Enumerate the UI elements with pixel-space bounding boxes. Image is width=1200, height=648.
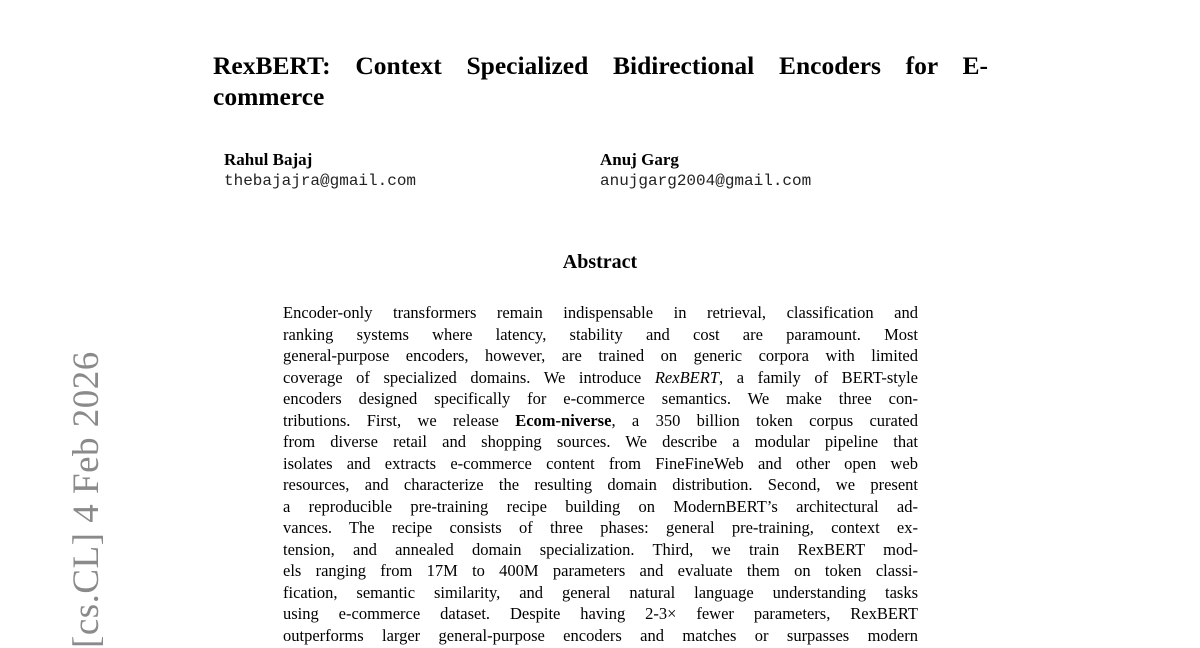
abstract-text: vances. The recipe consists of three phases: general pre-training, context ex- bbox=[283, 518, 918, 537]
abstract-text: ranking systems where latency, stability and cost are paramount. Most bbox=[283, 324, 918, 344]
abstract-text: , a family of BERT-style bbox=[718, 367, 918, 387]
arxiv-stamp: [cs.CL] 4 Feb 2026 bbox=[66, 351, 107, 648]
abstract-line bbox=[283, 367, 918, 389]
abstract-text: coverage of specialized domains. We introduce bbox=[283, 367, 655, 387]
abstract-text: isolates and extracts e-commerce content from FineFineWeb and other open web bbox=[283, 453, 918, 473]
abstract-line bbox=[283, 517, 918, 539]
abstract-body bbox=[283, 302, 918, 646]
abstract-line bbox=[283, 625, 918, 647]
abstract-line bbox=[283, 603, 918, 625]
abstract-emphasis: RexBERT bbox=[654, 367, 719, 387]
abstract-line bbox=[283, 496, 918, 518]
abstract-line bbox=[283, 410, 918, 432]
abstract-line bbox=[283, 431, 918, 453]
abstract-line bbox=[283, 324, 918, 346]
abstract-text: , a 350 billion token corpus curated bbox=[611, 410, 919, 430]
abstract-text: fication, semantic similarity, and general natural language understanding tasks bbox=[283, 582, 918, 602]
abstract-text: outperforms larger general-purpose encoders and matches or surpasses modern bbox=[283, 625, 918, 645]
abstract-line bbox=[283, 582, 918, 604]
abstract-emphasis: Ecom-niverse bbox=[515, 410, 612, 430]
abstract-text: a reproducible pre-training recipe building on ModernBERT’s architectural ad- bbox=[283, 496, 918, 516]
abstract-heading: Abstract bbox=[562, 251, 638, 273]
abstract-line bbox=[283, 474, 918, 496]
abstract-text: encoders designed specifically for e-commerce semantics. We make three con- bbox=[283, 389, 918, 408]
abstract-text: tributions. First, we release bbox=[283, 410, 516, 430]
author-block-2 bbox=[600, 150, 811, 191]
author-block-1 bbox=[224, 150, 416, 191]
abstract-line bbox=[283, 453, 918, 475]
abstract-text: from diverse retail and shopping sources. We describe a modular pipeline that bbox=[283, 432, 918, 451]
abstract-line bbox=[283, 302, 918, 324]
abstract-line bbox=[283, 560, 918, 582]
abstract-line bbox=[283, 345, 918, 367]
abstract-text: els ranging from 17M to 400M parameters and evaluate them on token classi- bbox=[283, 561, 918, 580]
abstract-text: using e-commerce dataset. Despite having 2-3× fewer parameters, RexBERT bbox=[283, 604, 918, 623]
author-name: Anuj Garg bbox=[600, 150, 679, 169]
abstract-text: resources, and characterize the resulting domain distribution. Second, we present bbox=[283, 475, 918, 494]
author-email[interactable]: thebajajra@gmail.com bbox=[224, 172, 417, 190]
abstract-text: general-purpose encoders, however, are trained on generic corpora with limited bbox=[283, 346, 918, 365]
abstract-text: Encoder-only transformers remain indispensable in retrieval, classification and bbox=[283, 303, 918, 322]
abstract-line bbox=[283, 539, 918, 561]
abstract-line bbox=[283, 388, 918, 410]
author-name: Rahul Bajaj bbox=[224, 150, 313, 169]
author-email[interactable]: anujgarg2004@gmail.com bbox=[600, 172, 812, 190]
abstract-text: tension, and annealed domain specialization. Third, we train RexBERT mod- bbox=[283, 539, 918, 559]
paper-title: RexBERT: Context Specialized Bidirectional Encoders for E-commerce bbox=[213, 51, 988, 111]
